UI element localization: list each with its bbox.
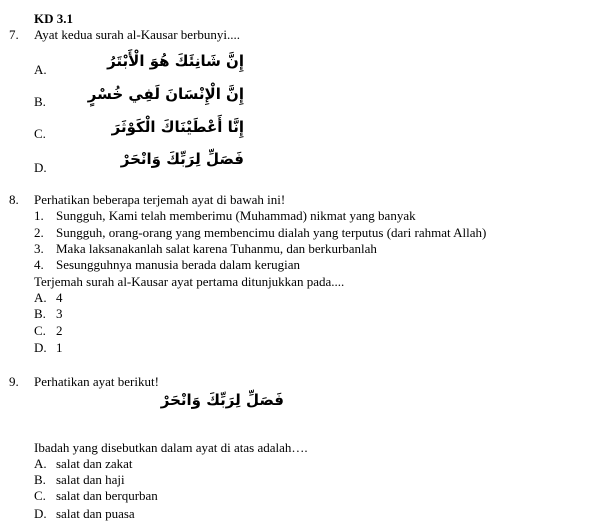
question-text: Perhatikan beberapa terjemah ayat di bawah ini! — [34, 192, 286, 207]
option-letter: B. — [34, 306, 46, 321]
option-text: 3 — [56, 306, 63, 321]
option-letter: B. — [34, 472, 46, 487]
option-letter: A. — [34, 62, 47, 77]
arabic-option-a: إِنَّ شَانِئَكَ هُوَ الْأَبْتَرُ — [107, 52, 244, 70]
arabic-option-d: فَصَلِّ لِرَبِّكَ وَانْحَرْ — [120, 150, 244, 168]
statement-text: Sungguh, orang-orang yang membencimu dialah yang terputus (dari rahmat Allah) — [56, 225, 487, 240]
kd-heading: KD 3.1 — [34, 11, 73, 26]
option-letter: B. — [34, 94, 46, 109]
option-text: salat dan haji — [56, 472, 125, 487]
question-prompt: Terjemah surah al-Kausar ayat pertama ditunjukkan pada.... — [34, 274, 345, 289]
arabic-option-b: إِنَّ الْإِنْسَانَ لَفِي خُسْرٍ — [87, 85, 244, 103]
arabic-verse: فَصَلِّ لِرَبِّكَ وَانْحَرْ — [160, 391, 284, 409]
question-text: Ayat kedua surah al-Kausar berbunyi.... — [34, 27, 241, 42]
statement-number: 2. — [34, 225, 44, 240]
statement-text: Sungguh, Kami telah memberimu (Muhammad) nikmat yang banyak — [56, 208, 416, 223]
option-letter: C. — [34, 126, 46, 141]
statement-text: Maka laksanakanlah salat karena Tuhanmu, dan berkurbanlah — [56, 241, 377, 256]
option-text: salat dan berqurban — [56, 488, 158, 503]
question-number: 7. — [9, 27, 19, 42]
option-letter: C. — [34, 488, 46, 503]
option-text: 1 — [56, 340, 63, 355]
statement-number: 3. — [34, 241, 44, 256]
option-text: 4 — [56, 290, 63, 305]
option-letter: A. — [34, 456, 47, 471]
statement-number: 1. — [34, 208, 44, 223]
option-letter: D. — [34, 160, 47, 175]
question-number: 9. — [9, 374, 19, 389]
question-number: 8. — [9, 192, 19, 207]
option-letter: C. — [34, 323, 46, 338]
option-letter: A. — [34, 290, 47, 305]
arabic-option-c: إِنَّا أَعْطَيْنَاكَ الْكَوْثَرَ — [111, 118, 244, 136]
question-text: Perhatikan ayat berikut! — [34, 374, 159, 389]
option-text: salat dan puasa — [56, 506, 135, 521]
option-text: 2 — [56, 323, 63, 338]
option-letter: D. — [34, 506, 47, 521]
statement-text: Sesungguhnya manusia berada dalam kerugian — [56, 257, 301, 272]
option-letter: D. — [34, 340, 47, 355]
question-prompt: Ibadah yang disebutkan dalam ayat di atas adalah…. — [34, 440, 308, 455]
statement-number: 4. — [34, 257, 44, 272]
option-text: salat dan zakat — [56, 456, 133, 471]
